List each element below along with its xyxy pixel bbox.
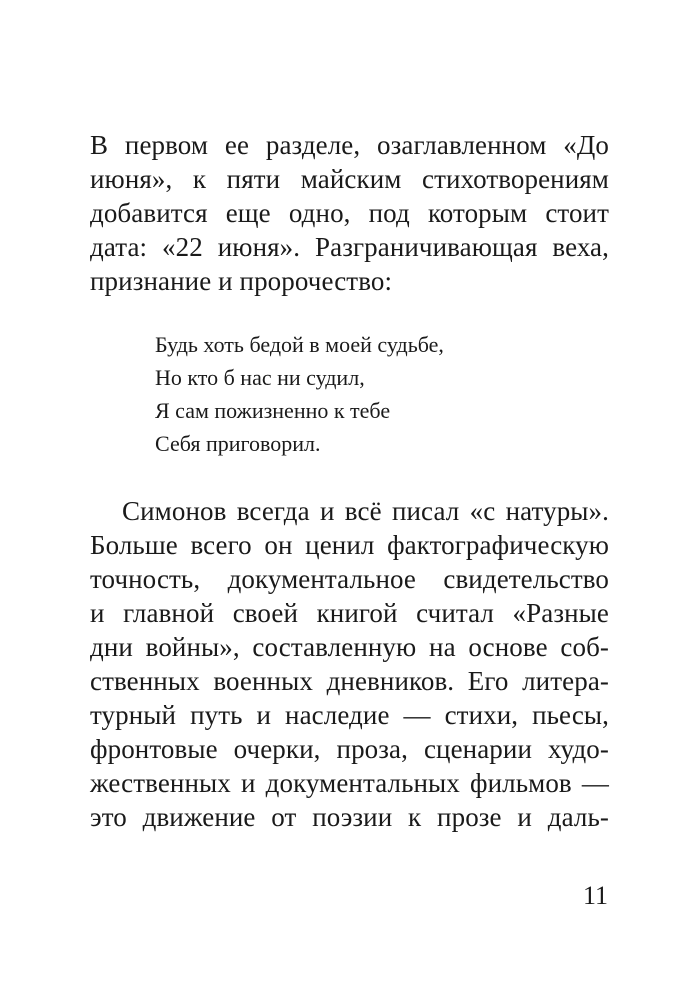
page-number: 11 <box>582 881 608 910</box>
poem-line: Я сам пожизненно к тебе <box>155 398 391 423</box>
paragraph-line: добавится еще одно, под которым стоит <box>90 198 609 228</box>
paragraph-line: Больше всего он ценил фактографическую <box>90 530 609 560</box>
paragraph-line: признание и пророчество: <box>90 266 393 296</box>
poem-line: Но кто б нас ни судил, <box>155 365 365 390</box>
paragraph-line: фронтовые очерки, проза, сценарии худо- <box>90 734 609 764</box>
paragraph-line: дата: «22 июня». Разграничивающая веха, <box>90 232 609 262</box>
paragraph-line: это движение от поэзии к прозе и даль- <box>90 802 609 832</box>
paragraph-line: жественных и документальных фильмов — <box>90 768 609 798</box>
paragraph-line: ственных военных дневников. Его литера- <box>90 666 609 696</box>
paragraph-line: турный путь и наследие — стихи, пьесы, <box>90 700 609 730</box>
paragraph-line: Симонов всегда и всё писал «с натуры». <box>122 496 609 526</box>
poem-line: Будь хоть бедой в моей судьбе, <box>155 332 444 357</box>
paragraph-line: В первом ее разделе, озаглавленном «До <box>90 130 609 160</box>
paragraph-line: июня», к пяти майским стихотворениям <box>90 164 609 194</box>
paragraph-line: точность, документальное свидетельство <box>90 564 609 594</box>
poem-line: Себя приговорил. <box>155 431 321 456</box>
paragraph-line: дни войны», составленную на основе соб- <box>90 632 609 662</box>
paragraph-line: и главной своей книгой считал «Разные <box>90 598 609 628</box>
